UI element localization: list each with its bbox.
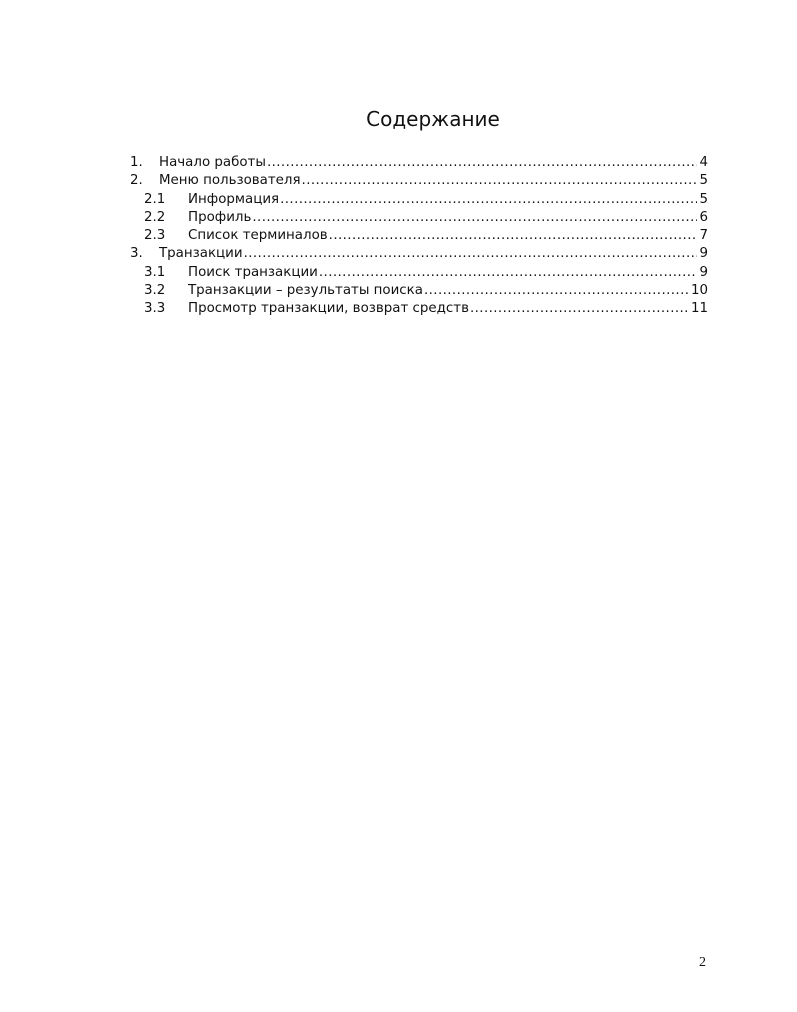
toc-entry-number: 2.3 bbox=[144, 228, 166, 244]
toc-entry-page: 10 bbox=[690, 283, 708, 299]
toc-entry-2-1[interactable] bbox=[130, 191, 708, 209]
toc-entry-2[interactable] bbox=[130, 172, 708, 190]
dot-leader bbox=[470, 300, 689, 318]
dot-leader bbox=[252, 209, 697, 227]
toc-entry-label: Список терминалов bbox=[188, 228, 328, 244]
dot-leader bbox=[244, 245, 698, 263]
toc-entry-3-2[interactable] bbox=[130, 282, 708, 300]
dot-leader bbox=[329, 227, 698, 245]
toc-entry-number: 3. bbox=[130, 246, 143, 262]
toc-entry-page: 9 bbox=[699, 246, 708, 262]
toc-entry-label: Транзакции – результаты поиска bbox=[188, 283, 423, 299]
page-number: 2 bbox=[699, 955, 706, 970]
toc-entry-2-2[interactable] bbox=[130, 209, 708, 227]
toc-entry-number: 2.1 bbox=[144, 191, 166, 207]
toc-entry-label: Меню пользователя bbox=[159, 173, 301, 189]
toc-entry-page: 6 bbox=[699, 209, 708, 225]
toc-entry-label: Поиск транзакции bbox=[188, 264, 318, 280]
toc-entry-number: 3.2 bbox=[144, 283, 166, 299]
toc-entry-number: 3.1 bbox=[144, 264, 166, 280]
toc-entry-label: Транзакции bbox=[159, 246, 243, 262]
toc-entry-label: Информация bbox=[188, 191, 280, 207]
toc-entry-label: Просмотр транзакции, возврат средств bbox=[188, 301, 469, 317]
toc-entry-3[interactable] bbox=[130, 245, 708, 263]
toc-entry-page: 4 bbox=[699, 155, 708, 170]
toc-entry-label: Профиль bbox=[188, 209, 252, 225]
dot-leader bbox=[302, 172, 698, 190]
toc-entry-number: 3.3 bbox=[144, 301, 166, 317]
toc-entry-page: 5 bbox=[699, 173, 708, 189]
toc-entry-number: 2.2 bbox=[144, 209, 166, 225]
toc-entry-page: 5 bbox=[699, 191, 708, 207]
toc-entry-3-3[interactable] bbox=[130, 300, 708, 318]
toc-entry-3-1[interactable] bbox=[130, 264, 708, 282]
toc-entry-2-3[interactable] bbox=[130, 227, 708, 245]
toc-entry-1[interactable] bbox=[130, 154, 708, 172]
toc-entry-page: 11 bbox=[690, 301, 708, 317]
toc-entry-page: 7 bbox=[699, 228, 708, 244]
toc-entry-label: Начало работы bbox=[159, 155, 266, 170]
dot-leader bbox=[424, 282, 689, 300]
dot-leader bbox=[319, 264, 698, 282]
dot-leader bbox=[267, 154, 698, 172]
dot-leader bbox=[280, 191, 697, 209]
toc-entry-page: 9 bbox=[699, 264, 708, 280]
toc-title: Содержание bbox=[366, 107, 500, 131]
table-of-contents bbox=[130, 154, 708, 319]
toc-entry-number: 2. bbox=[130, 173, 143, 189]
toc-entry-number: 1. bbox=[130, 155, 143, 170]
